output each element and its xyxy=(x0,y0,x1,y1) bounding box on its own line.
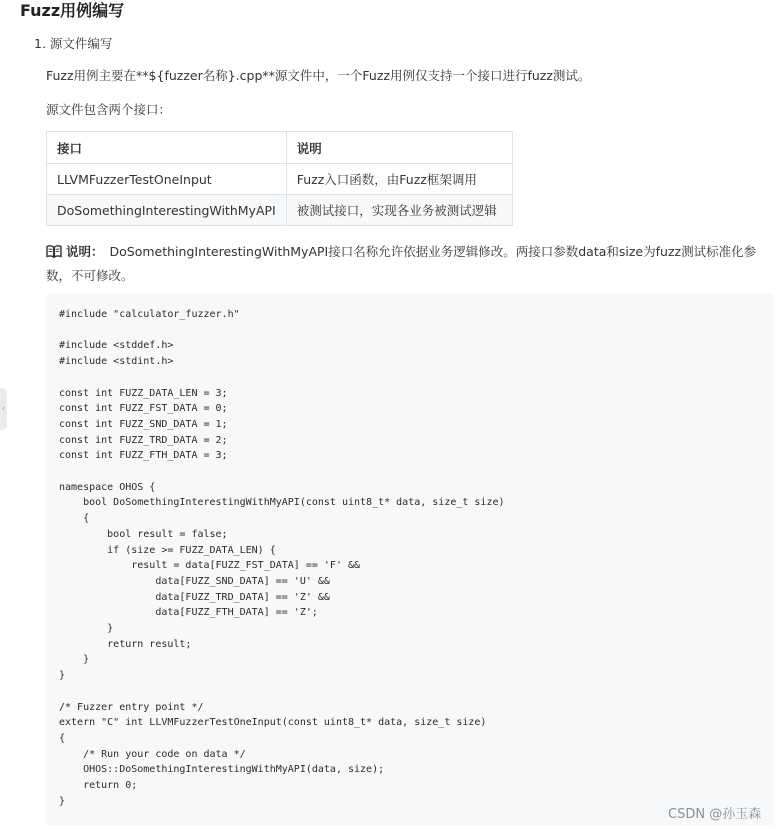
note-block xyxy=(46,241,776,287)
book-icon xyxy=(46,243,62,265)
note-text: DoSomethingInterestingWithMyAPI接口名称允许依据业务逻辑修改。两接口参数data和size为fuzz测试标准化参数，不可修改。 xyxy=(46,244,757,283)
watermark: CSDN @孙玉森 xyxy=(668,807,762,822)
section-heading: Fuzz用例编写 xyxy=(20,1,125,20)
table-header-row xyxy=(47,132,513,164)
intro-paragraph: Fuzz用例主要在**${fuzzer名称}.cpp**源文件中，一个Fuzz用例仅支持一个接口进行fuzz测试。 xyxy=(46,68,591,83)
sidebar-collapse-handle[interactable] xyxy=(0,388,7,430)
table-cell-description: 被测试接口，实现各业务被测试逻辑 xyxy=(286,195,512,226)
step-label: 1. 源文件编写 xyxy=(34,36,113,51)
table-row xyxy=(47,164,513,195)
table-row xyxy=(47,195,513,226)
code-block xyxy=(46,294,773,825)
note-label: 说明： xyxy=(66,244,104,259)
table-header-interface: 接口 xyxy=(47,132,287,164)
code-text: #include "calculator_fuzzer.h" #include <stddef.h> #include <stdint.h> const int FUZZ_DATA_LEN = 3; const int FUZZ_FST_DATA = 0; const int FUZZ_SND_DATA = 1; const int FUZZ_TRD_DATA = 2; const int FUZZ_FTH_DATA = 3; namespace OHOS { bool DoSomethingInterestingWithMyAPI(const uint8_t* data, size_t size) { bool result = false; if (size >= FUZZ_DATA_LEN) { result = data[FUZZ_FST_DATA] == 'F' && data[FUZZ_SND_DATA] == 'U' && data[FUZZ_TRD_DATA] == 'Z' && data[FUZZ_FTH_DATA] == 'Z'; } return result; } } /* Fuzzer entry point */ extern "C" int LLVMFuzzerTestOneInput(const uint8_t* data, size_t size) { /* Run your code on data */ OHOS::DoSomethingInterestingWithMyAPI(data, size); return 0; } xyxy=(59,309,505,807)
interfaces-paragraph: 源文件包含两个接口： xyxy=(46,102,172,117)
table-header-description: 说明 xyxy=(286,132,512,164)
table-cell-interface: LLVMFuzzerTestOneInput xyxy=(47,164,287,195)
interface-table xyxy=(46,131,513,226)
table-cell-interface: DoSomethingInterestingWithMyAPI xyxy=(47,195,287,226)
chevron-left-icon: ‹ xyxy=(1,404,6,414)
table-cell-description: Fuzz入口函数，由Fuzz框架调用 xyxy=(286,164,512,195)
